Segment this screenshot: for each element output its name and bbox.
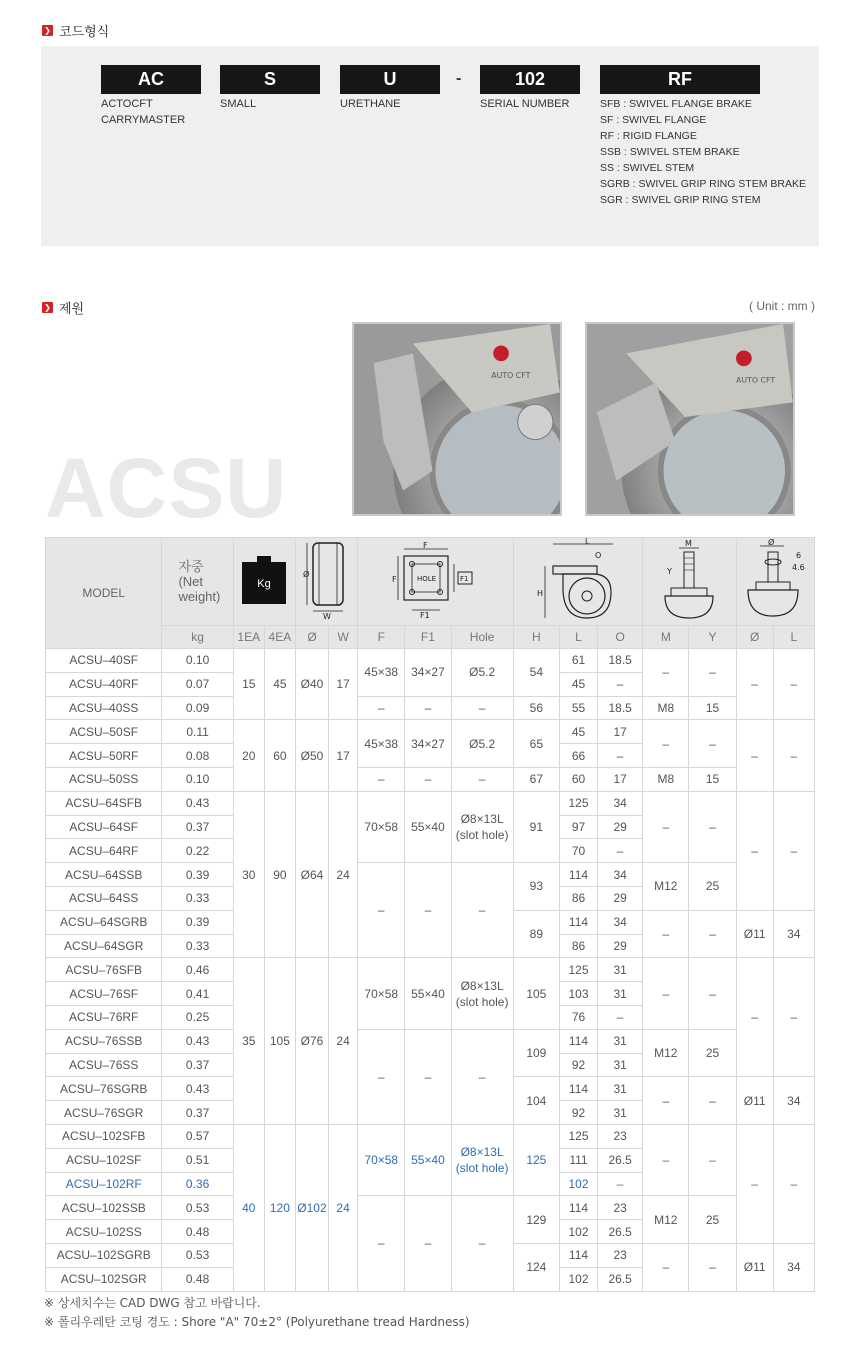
svg-text:F: F bbox=[392, 575, 398, 584]
table-row: ACSU–50SS 0.10 – – – 67 60 17 M8 15 bbox=[46, 767, 815, 791]
table-row: ACSU–64SS 0.33 86 29 bbox=[46, 886, 815, 910]
code-part-s: S SMALL bbox=[220, 65, 320, 112]
svg-text:F1: F1 bbox=[460, 575, 469, 583]
svg-text:AUTO CFT: AUTO CFT bbox=[736, 375, 776, 385]
svg-text:W: W bbox=[322, 612, 331, 621]
header-load-diagram bbox=[233, 538, 295, 626]
svg-text:4.6: 4.6 bbox=[792, 563, 806, 572]
table-row: ACSU–64SGR 0.33 86 29 bbox=[46, 934, 815, 958]
header-grip-ring-diagram bbox=[736, 538, 814, 626]
code-format-title: ❯ 코드형식 bbox=[42, 21, 109, 40]
spec-table: MODEL 자중 (Net weight) Kg Ø W HOLE F F1 F F1 L O H M Y Ø 6 4.6 kg 1EA 4EA Ø W F F1 Hole H L O M Y Ø L ACSU–40SF 0.10 15 45 Ø40 17 45×38 34×27 Ø5.2 54 61 18.5 – – – – ACSU–40RF 0.07 45 – ACSU–40SS 0.09 – – – 56 55 18.5 M8 15 ACSU–50SF 0.11 20 60 Ø50 17 45×38 34×27 Ø5.2 65 45 17 – – – – ACSU–50RF 0.08 66 – ACSU–50SS 0.10 – – – 67 60 17 M8 15 ACSU–64SFB 0.43 30 90 Ø64 24 70×58 55×40 Ø8×13L (slot hole) 91 125 34 – – – – ACSU–64SF 0.37 97 29 ACSU–64RF 0.22 70 – ACSU–64SSB 0.39 – – – 93 114 34 M12 25 ACSU–64SS 0.33 86 29 ACSU–64SGRB 0.39 89 114 34 – – Ø11 34 ACSU–64SGR 0.33 86 29 ACSU–76SFB 0.46 35 105 Ø76 24 70×58 55×40 Ø8×13L (slot hole) 105 125 31 – – – – ACSU–76SF 0.41 103 31 ACSU–76RF 0.25 76 – ACSU–76SSB 0.43 – – – 109 114 31 M12 25 ACSU–76SS 0.37 92 31 ACSU–76SGRB 0.43 104 114 31 – – Ø11 34 ACSU–76SGR 0.37 92 31 ACSU–102SFB 0.57 40 120 Ø102 24 70×58 55×40 Ø8×13L (slot hole) 125 125 23 – – – – ACSU–102SF 0.51 111 26.5 ACSU–102RF 0.36 102 – ACSU–102SSB 0.53 – – – 129 114 23 M12 25 ACSU–102SS 0.48 102 26.5 ACSU–102SGRB 0.53 124 114 23 – – Ø11 34 ACSU–102SGR 0.48 102 26.5 bbox=[45, 537, 815, 1292]
caster-photo-image bbox=[354, 324, 560, 514]
caster-photo-1 bbox=[352, 322, 562, 516]
wheel-dimension-diagram bbox=[299, 539, 355, 621]
footnotes bbox=[44, 1294, 470, 1332]
table-row: ACSU–102SGRB 0.53 124 114 23 – – Ø11 34 bbox=[46, 1243, 815, 1267]
table-row: ACSU–64SFB 0.43 30 90 Ø64 24 70×58 55×40 Ø8×13L (slot hole) 91 125 34 – – – – bbox=[46, 791, 815, 815]
table-row: ACSU–102SFB 0.57 40 120 Ø102 24 70×58 55×40 Ø8×13L (slot hole) 125 125 23 – – – – bbox=[46, 1124, 815, 1148]
table-row: ACSU–76SFB 0.46 35 105 Ø76 24 70×58 55×40 Ø8×13L (slot hole) 105 125 31 – – – – bbox=[46, 958, 815, 982]
table-row: ACSU–50RF 0.08 66 – bbox=[46, 744, 815, 768]
grip-ring-stem-diagram bbox=[738, 538, 812, 622]
svg-text:H: H bbox=[536, 589, 543, 598]
caster-photo-2 bbox=[585, 322, 795, 516]
flange-plate-diagram bbox=[390, 540, 480, 620]
table-row: ACSU–76SSB 0.43 – – – 109 114 31 M12 25 bbox=[46, 1029, 815, 1053]
table-row: ACSU–64RF 0.22 70 – bbox=[46, 839, 815, 863]
caster-side-diagram bbox=[523, 538, 633, 622]
table-row: ACSU–40SF 0.10 15 45 Ø40 17 45×38 34×27 Ø5.2 54 61 18.5 – – – – bbox=[46, 649, 815, 673]
svg-text:6: 6 bbox=[796, 551, 802, 560]
table-row-highlighted: ACSU–102RF 0.36 102 – bbox=[46, 1172, 815, 1196]
table-row: ACSU–64SGRB 0.39 89 114 34 – – Ø11 34 bbox=[46, 910, 815, 934]
svg-text:O: O bbox=[594, 551, 602, 560]
table-row: ACSU–102SF 0.51 111 26.5 bbox=[46, 1148, 815, 1172]
table-row: ACSU–102SSB 0.53 – – – 129 114 23 M12 25 bbox=[46, 1196, 815, 1220]
footnote-hardness: ※ 폴리우레탄 코팅 경도 : Shore "A" 70±2° (Polyurethane tread Hardness) bbox=[44, 1315, 470, 1329]
header-weight: 자중 (Net weight) bbox=[162, 538, 233, 626]
code-part-u: U URETHANE bbox=[340, 65, 440, 112]
svg-text:F: F bbox=[423, 541, 429, 550]
svg-text:Ø: Ø bbox=[302, 570, 309, 579]
table-row: ACSU–64SSB 0.39 – – – 93 114 34 M12 25 bbox=[46, 863, 815, 887]
svg-text:Y: Y bbox=[667, 567, 673, 576]
header-wheel-diagram bbox=[295, 538, 357, 626]
table-row: ACSU–40RF 0.07 45 – bbox=[46, 672, 815, 696]
svg-text:M: M bbox=[685, 539, 693, 548]
table-row: ACSU–64SF 0.37 97 29 bbox=[46, 815, 815, 839]
series-watermark-title: ACSU bbox=[45, 441, 288, 535]
footnote-cad: ※ 상세치수는 CAD DWG 참고 바랍니다. bbox=[44, 1296, 261, 1310]
arrow-bullet-icon: ❯ bbox=[42, 302, 53, 313]
arrow-bullet-icon: ❯ bbox=[42, 25, 53, 36]
table-row: ACSU–76SF 0.41 103 31 bbox=[46, 982, 815, 1006]
caster-photo-image bbox=[587, 324, 793, 514]
load-weight-icon bbox=[240, 554, 288, 606]
table-row: ACSU–50SF 0.11 20 60 Ø50 17 45×38 34×27 Ø5.2 65 45 17 – – – – bbox=[46, 720, 815, 744]
svg-text:L: L bbox=[584, 538, 590, 546]
table-row: ACSU–76SGR 0.37 92 31 bbox=[46, 1101, 815, 1125]
table-row: ACSU–76SS 0.37 92 31 bbox=[46, 1053, 815, 1077]
code-separator: - bbox=[456, 70, 462, 87]
code-part-type: RF SFB : SWIVEL FLANGE BRAKE SF : SWIVEL FLANGE RF : RIGID FLANGE SSB : SWIVEL STEM BRAKE SS : SWIVEL STEM SGRB : SWIVEL GRIP RING STEM BRAKE SGR : SWIVEL GRIP RING STEM bbox=[600, 65, 806, 208]
table-row: ACSU–76RF 0.25 76 – bbox=[46, 1005, 815, 1029]
unit-label: ( Unit : mm ) bbox=[749, 299, 815, 313]
code-format-box bbox=[41, 46, 819, 246]
code-part-ac: AC ACTOCFT CARRYMASTER bbox=[101, 65, 201, 128]
table-row: ACSU–102SGR 0.48 102 26.5 bbox=[46, 1267, 815, 1291]
header-flange-diagram bbox=[358, 538, 514, 626]
code-part-serial: 102 SERIAL NUMBER bbox=[480, 65, 580, 112]
svg-text:Kg: Kg bbox=[257, 578, 272, 590]
svg-text:Ø: Ø bbox=[768, 538, 775, 547]
svg-text:HOLE: HOLE bbox=[417, 575, 437, 583]
svg-text:F1: F1 bbox=[420, 611, 431, 620]
threaded-stem-diagram bbox=[649, 538, 729, 622]
spec-title: ❯ 제원 bbox=[42, 298, 84, 317]
svg-text:AUTO CFT: AUTO CFT bbox=[491, 370, 531, 380]
header-height-diagram bbox=[513, 538, 642, 626]
table-row: ACSU–76SGRB 0.43 104 114 31 – – Ø11 34 bbox=[46, 1077, 815, 1101]
table-row: ACSU–40SS 0.09 – – – 56 55 18.5 M8 15 bbox=[46, 696, 815, 720]
header-stem-diagram bbox=[643, 538, 736, 626]
table-row: ACSU–102SS 0.48 102 26.5 bbox=[46, 1220, 815, 1244]
header-model: MODEL bbox=[46, 538, 162, 649]
